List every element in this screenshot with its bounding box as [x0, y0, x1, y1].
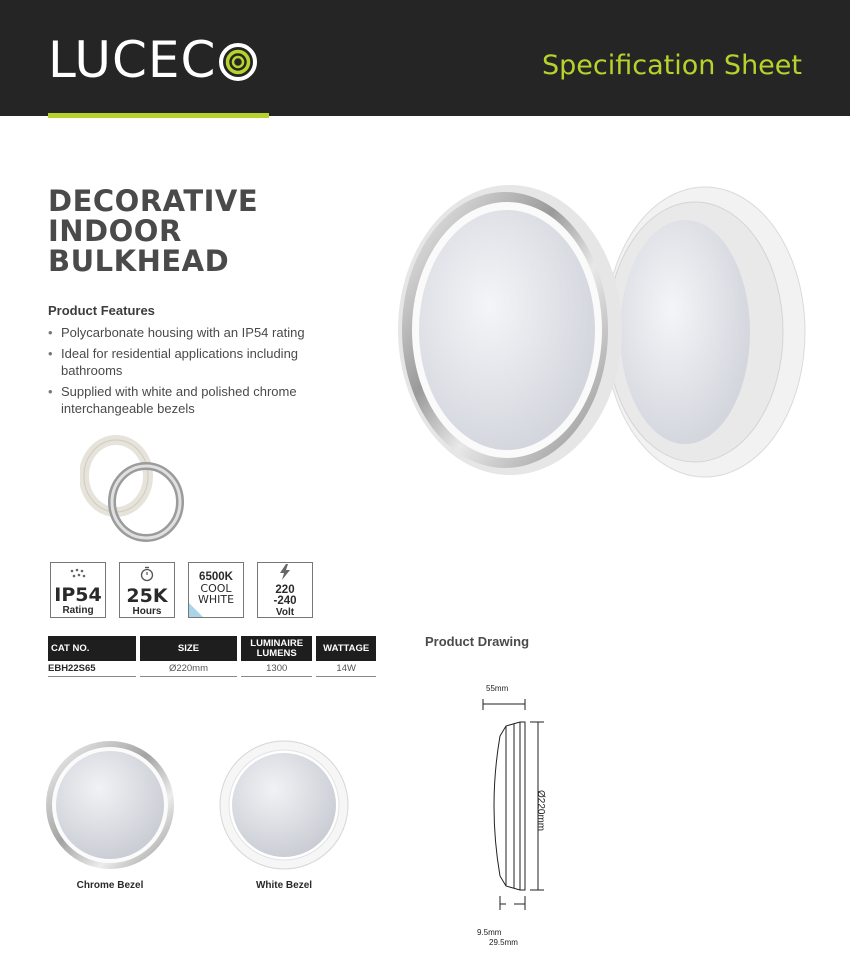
product-title-line: DECORATIVE [48, 184, 259, 218]
lifetime-hours-badge [119, 562, 175, 618]
colour-swatch-corner [189, 603, 203, 617]
stopwatch-icon [139, 566, 155, 582]
interchangeable-bezels-image [80, 434, 190, 544]
life-value: 25K [126, 585, 168, 607]
depth-dimension: 55mm [486, 684, 509, 693]
dimension-a: 9.5mm [477, 928, 502, 937]
header [0, 0, 850, 116]
product-hero-image [395, 182, 815, 482]
lightning-icon [279, 564, 291, 580]
table-header: CAT NO. [48, 636, 136, 661]
header-accent-bar [48, 113, 269, 118]
feature-item: • Ideal for residential applications including bathrooms [48, 345, 358, 380]
table-header: LUMINAIRE LUMENS [241, 636, 312, 661]
voltage-line1: 220 [275, 584, 295, 596]
voltage-line2: -240 [273, 595, 297, 607]
feature-item: • Supplied with white and polished chrome interchangeable bezels [48, 383, 358, 418]
white-bezel-label: White Bezel [255, 880, 313, 891]
logo-text: LUCEC [48, 31, 217, 89]
product-title-line: INDOOR [48, 214, 182, 248]
table-cell: 1300 [241, 661, 312, 677]
white-bezel-image [219, 740, 349, 870]
diameter-dimension: Ø220mm [535, 790, 546, 832]
features-list [48, 324, 358, 421]
table-cell: EBH22S65 [48, 661, 136, 677]
chrome-bezel-image [45, 740, 175, 870]
features-heading: Product Features [48, 303, 155, 318]
page-title: Specification Sheet [542, 50, 802, 81]
table-row [48, 661, 376, 677]
dimension-b: 29.5mm [489, 938, 518, 947]
drawing-heading: Product Drawing [425, 634, 530, 649]
voltage-label: Volt [275, 607, 295, 618]
table-cell: 14W [316, 661, 376, 677]
product-title [48, 186, 368, 276]
voltage-badge [257, 562, 313, 618]
colour-temperature-badge [188, 562, 244, 618]
logo-target-icon [218, 42, 258, 82]
ip54-rating-badge [50, 562, 106, 618]
ip-value: IP54 [54, 584, 102, 606]
rain-drops-icon [68, 567, 88, 581]
table-header: WATTAGE [316, 636, 376, 661]
colour-temp-value: 6500K [199, 571, 233, 583]
colour-line1: COOL [200, 582, 232, 595]
chrome-bezel-label: Chrome Bezel [76, 880, 144, 891]
life-label: Hours [132, 606, 162, 617]
ip-label: Rating [62, 605, 94, 616]
table-header: SIZE [140, 636, 237, 661]
luceco-logo [48, 30, 258, 90]
specification-table [44, 636, 380, 677]
table-cell: Ø220mm [140, 661, 237, 677]
colour-line2: WHITE [197, 593, 235, 606]
product-title-line: BULKHEAD [48, 244, 230, 278]
feature-item: • Polycarbonate housing with an IP54 rating [48, 324, 358, 342]
technical-drawing [470, 696, 560, 916]
